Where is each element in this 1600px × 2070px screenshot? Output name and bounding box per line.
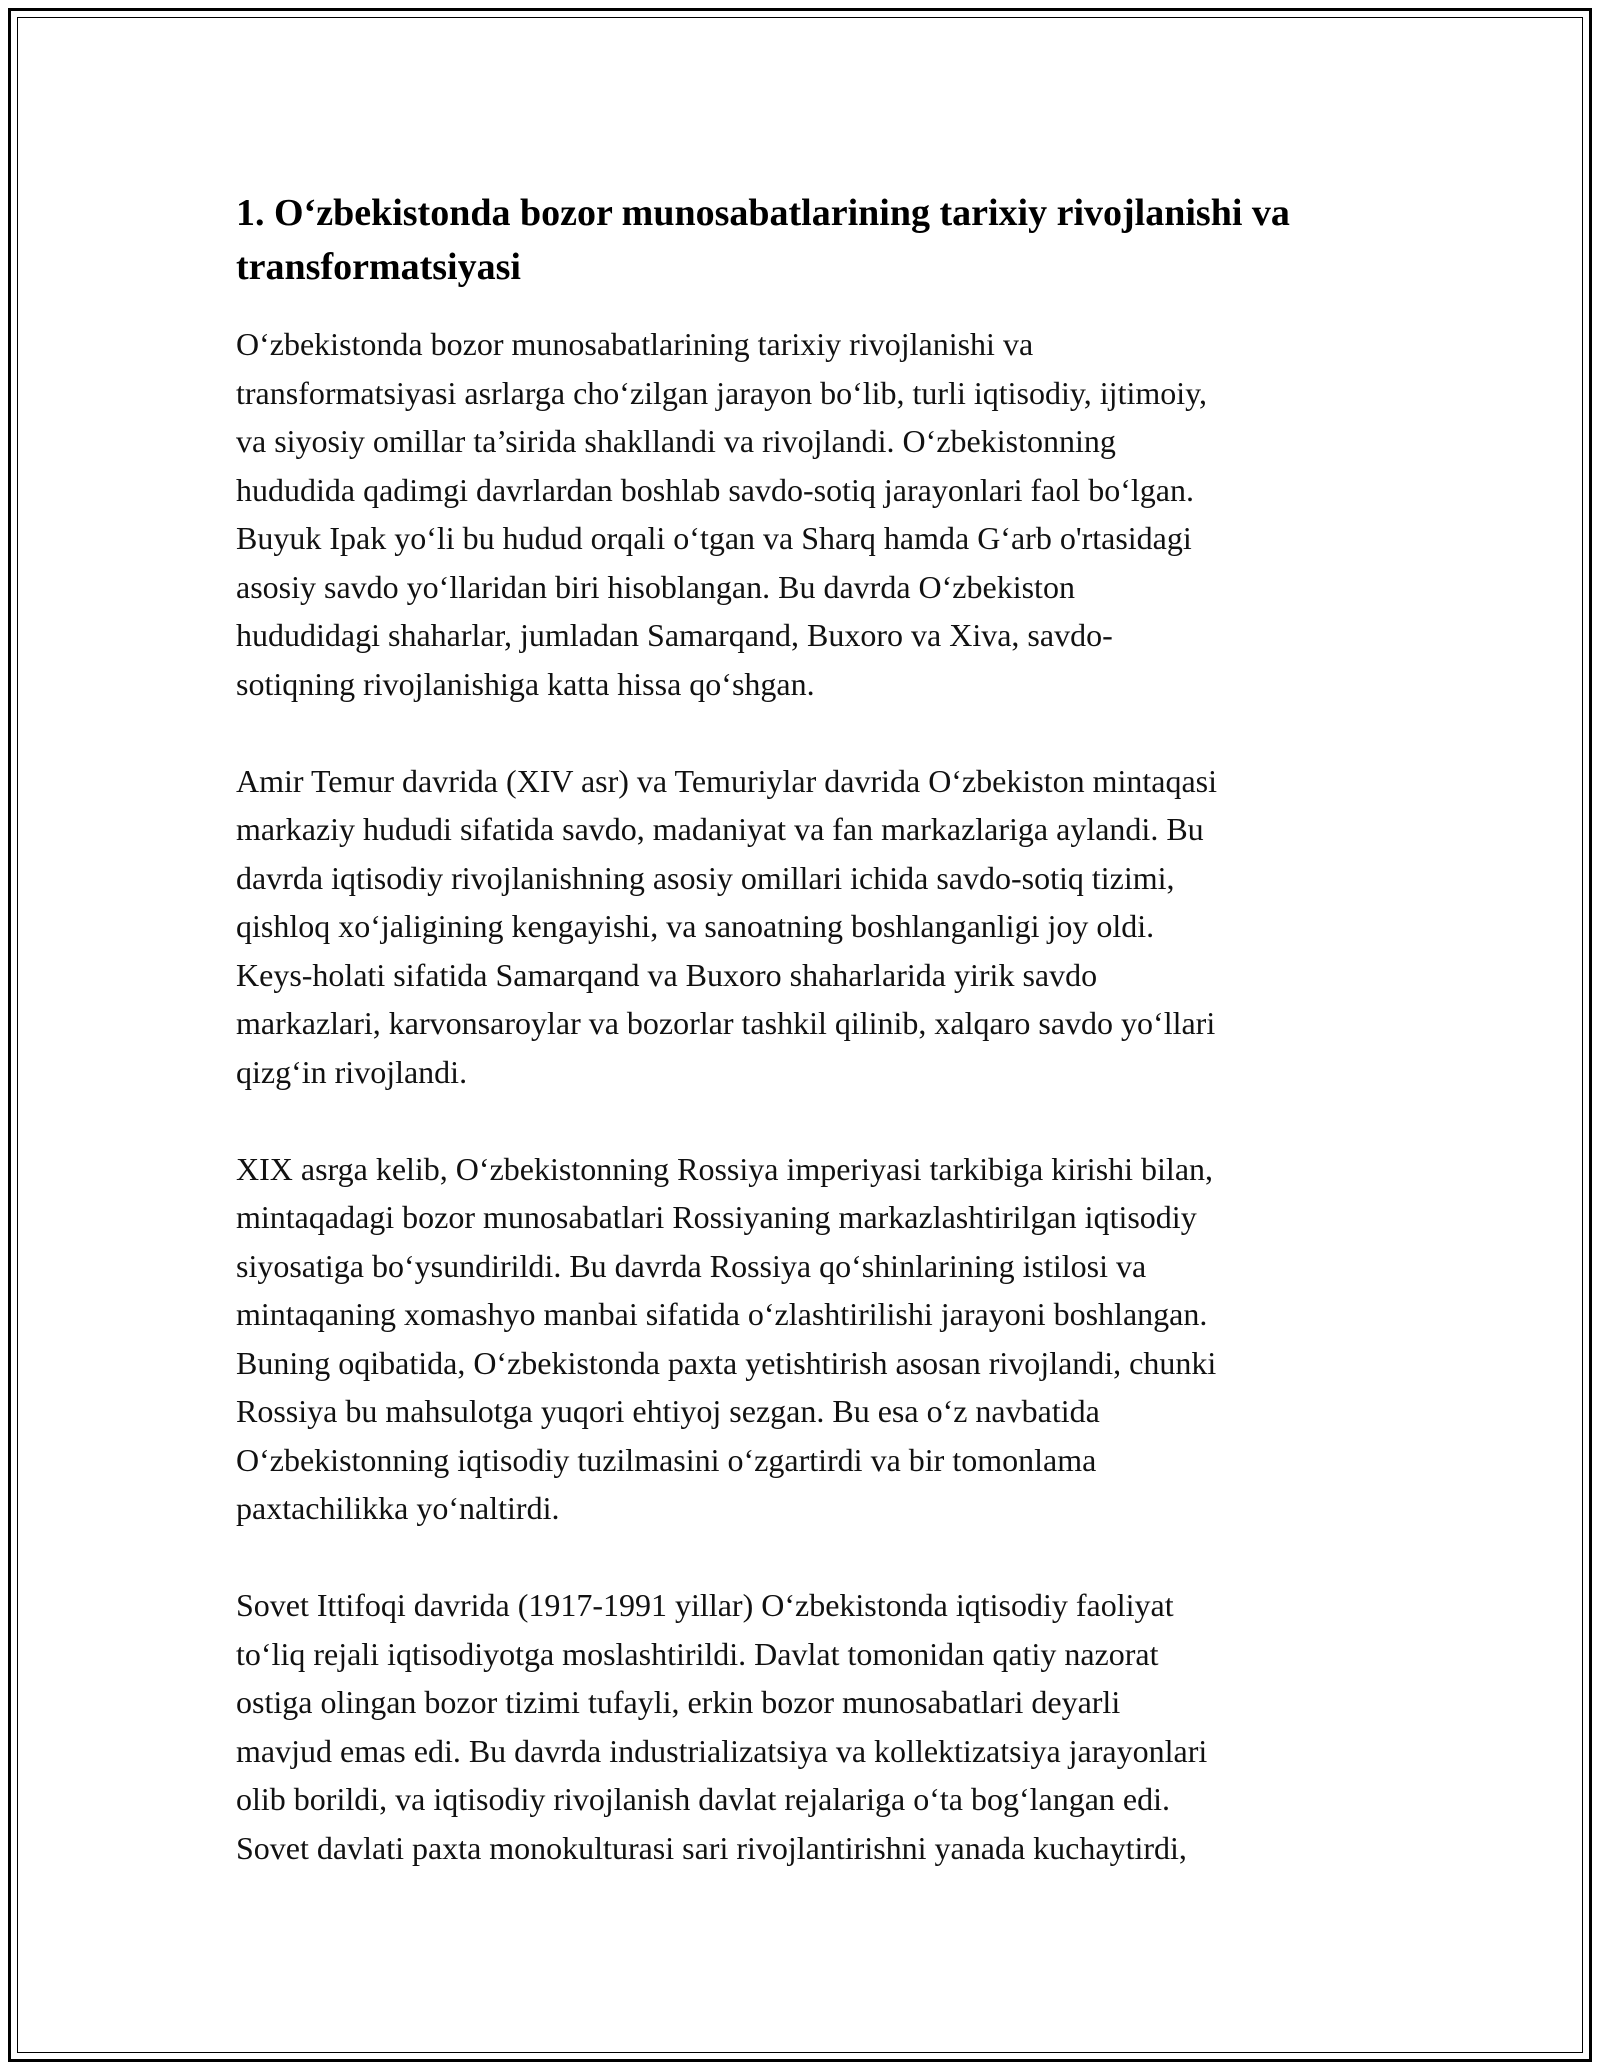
document-body bbox=[236, 186, 1376, 1921]
paragraph-2: Amir Temur davrida (XIV asr) va Temuriylar davrida O‘zbekiston mintaqasi markaziy hududi sifatida savdo, madaniyat va fan markazlariga aylandi. Bu davrda iqtisodiy rivojlanishning asosiy omillari ichida savdo-sotiq tizimi, qishloq xo‘jaligining kengayishi, va sanoatning boshlanganligi joy oldi. Keys-holati sifatida Samarqand va Buxoro shaharlarida yirik savdo markazlari, karvonsaroylar va bozorlar tashkil qilinib, xalqaro savdo yo‘llari qizg‘in rivojlandi. bbox=[236, 762, 1218, 1090]
section-heading: 1. O‘zbekistonda bozor munosabatlarining tarixiy rivojlanishi va transformatsiyasi bbox=[236, 192, 1290, 288]
paragraph-1: O‘zbekistonda bozor munosabatlarining tarixiy rivojlanishi va transformatsiyasi asrlarga cho‘zilgan jarayon bo‘lib, turli iqtisodiy, ijtimoiy, va siyosiy omillar ta’sirida shakllandi va rivojlandi. O‘zbekistonning hududida qadimgi davrlardan boshlab savdo-sotiq jarayonlari faol bo‘lgan. Buyuk Ipak yo‘li bu hudud orqali o‘tgan va Sharq hamda G‘arb o'rtasidagi asosiy savdo yo‘llaridan biri hisoblangan. Bu davrda O‘zbekiston hududidagi shaharlar, jumladan Samarqand, Buxoro va Xiva, savdo- sotiqning rivojlanishiga katta hissa qo‘shgan. bbox=[236, 326, 1208, 702]
paragraph-4: Sovet Ittifoqi davrida (1917-1991 yillar) O‘zbekistonda iqtisodiy faoliyat to‘liq rejali iqtisodiyotga moslashtirildi. Davlat tomonidan qatiy nazorat ostiga olingan bozor tizimi tufayli, erkin bozor munosabatlari deyarli mavjud emas edi. Bu davrda industrializatsiya va kollektizatsiya jarayonlari olib borildi, va iqtisodiy rivojlanish davlat rejalariga o‘ta bog‘langan edi. Sovet davlati paxta monokulturasi sari rivojlantirishni yanada kuchaytirdi, bbox=[236, 1587, 1208, 1866]
paragraph-3: XIX asrga kelib, O‘zbekistonning Rossiya imperiyasi tarkibiga kirishi bilan, mintaqadagi bozor munosabatlari Rossiyaning markazlashtirilgan iqtisodiy siyosatiga bo‘ysundirildi. Bu davrda Rossiya qo‘shinlarining istilosi va mintaqaning xomashyo manbai sifatida o‘zlashtirilishi jarayoni boshlangan. Buning oqibatida, O‘zbekistonda paxta yetishtirish asosan rivojlandi, chunki Rossiya bu mahsulotga yuqori ehtiyoj sezgan. Bu esa o‘z navbatida O‘zbekistonning iqtisodiy tuzilmasini o‘zgartirdi va bir tomonlama paxtachilikka yo‘naltirdi. bbox=[236, 1150, 1217, 1526]
